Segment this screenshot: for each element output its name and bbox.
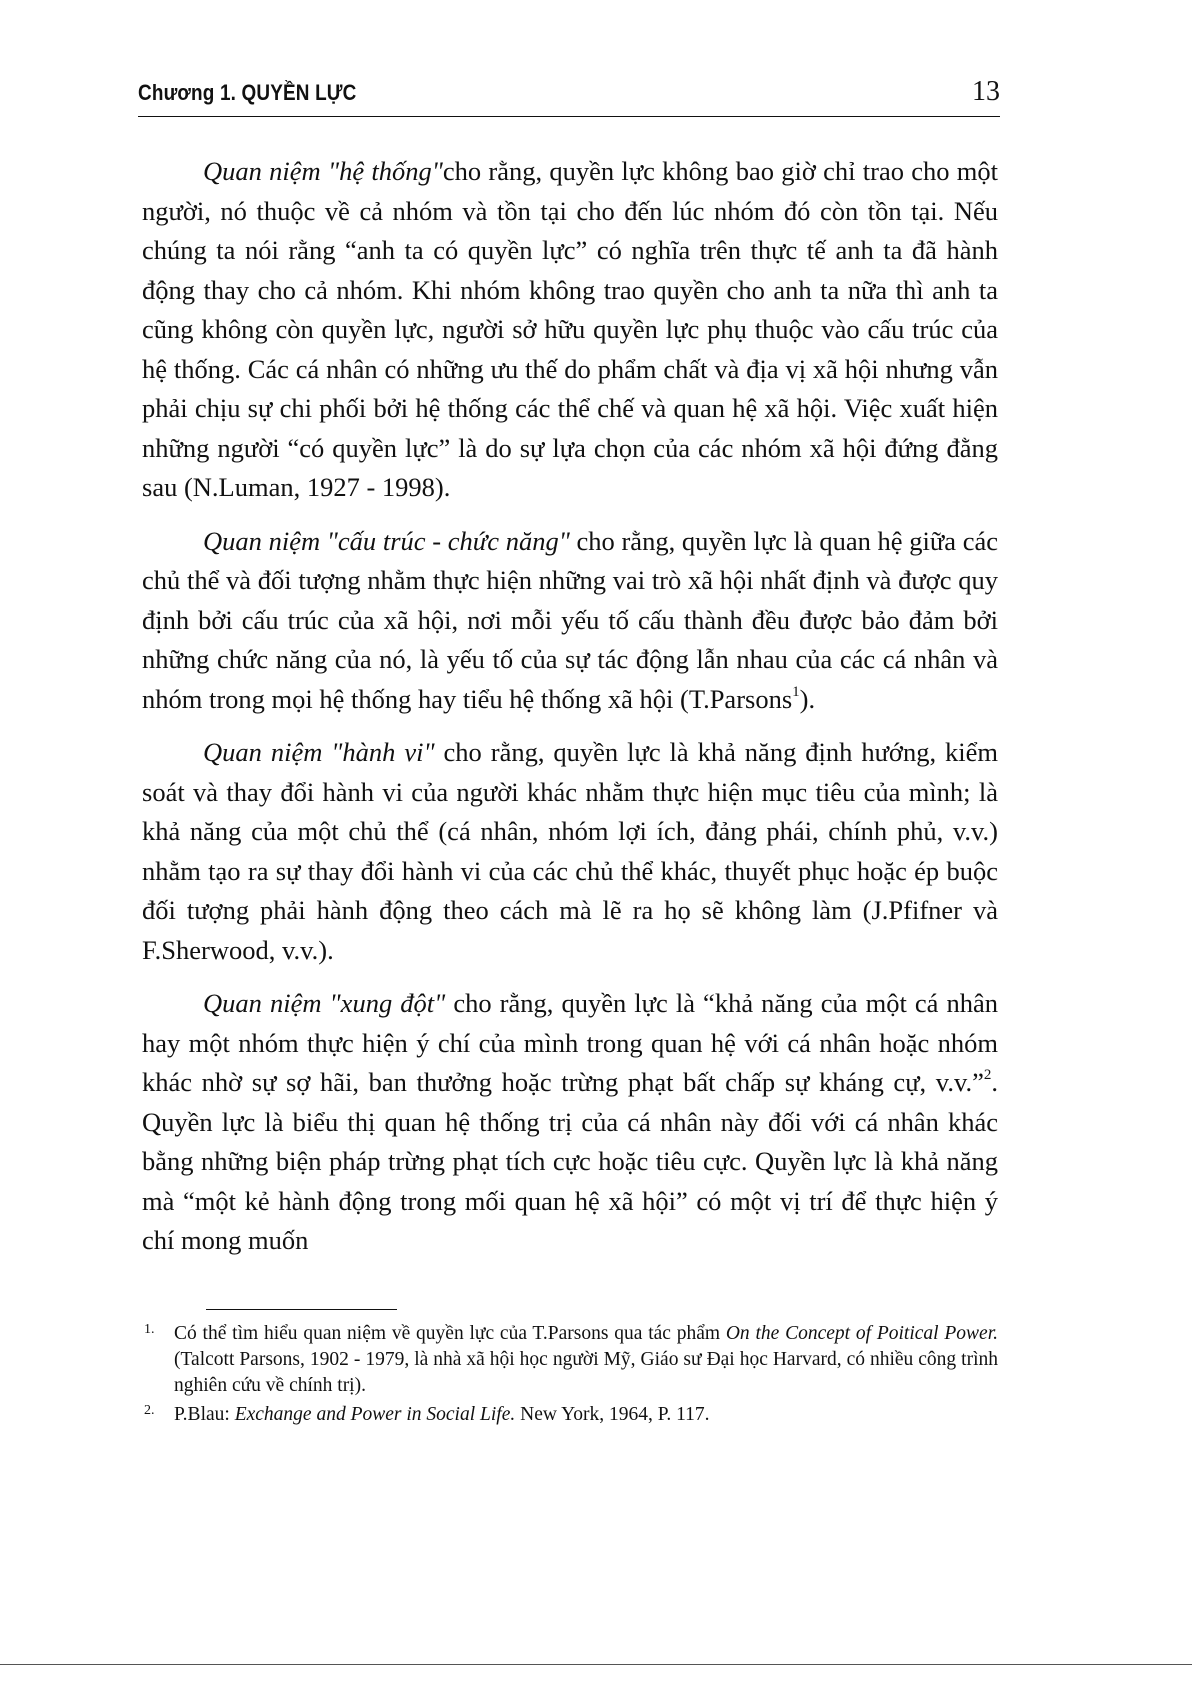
footnote-reference: 2 [983, 1067, 992, 1084]
footnotes [142, 1321, 998, 1431]
concept-label: Quan niệm "hệ thống" [203, 156, 443, 186]
body-text [142, 152, 998, 1261]
footnote-work-title: Exchange and Power in Social Life. [234, 1404, 516, 1425]
footnote-1 [142, 1321, 998, 1399]
paragraph-behavior-view [142, 733, 998, 970]
concept-label: Quan niệm "xung đột" [203, 988, 446, 1018]
paragraph-text: cho rằng, quyền lực là “khả năng của một cá nhân hay một nhóm thực hiện ý chí của mình trong quan hệ với cá nhân hoặc nhóm khác nhờ sự sợ hãi, ban thưởng hoặc trừng phạt bất chấp sự kháng cự, v.v.” [142, 988, 999, 1097]
footnote-marker: 2. [144, 1403, 155, 1418]
footnote-text: Có thể tìm hiểu quan niệm về quyền lực của T.Parsons qua tác phẩm [174, 1323, 726, 1344]
footnote-work-title: On the Concept of Poitical Power. [725, 1323, 998, 1344]
page-number: 13 [972, 76, 1000, 107]
scan-edge-line [0, 1664, 1192, 1665]
paragraph-conflict-view [142, 984, 998, 1261]
paragraph-text: cho rằng, quyền lực không bao giờ chỉ trao cho một người, nó thuộc về cả nhóm và tồn tại cho đến lúc nhóm đó còn tồn tại. Nếu chúng ta nói rằng “anh ta có quyền lực” có nghĩa trên thực tế anh ta đã hành động thay cho cả nhóm. Khi nhóm không trao quyền cho anh ta nữa thì anh ta cũng không còn quyền lực, người sở hữu quyền lực phụ thuộc vào cấu trúc của hệ thống. Các cá nhân có những ưu thế do phẩm chất và địa vị xã hội nhưng vẫn phải chịu sự chi phối bởi hệ thống các thể chế và quan hệ xã hội. Việc xuất hiện những người “có quyền lực” là do sự lựa chọn của các nhóm xã hội đứng đằng sau (N.Luman, 1927 - 1998). [142, 156, 999, 502]
footnote-separator [206, 1309, 397, 1310]
paragraph-text: cho rằng, quyền lực là khả năng định hướng, kiểm soát và thay đổi hành vi của người khác nhằm thực hiện mục tiêu của mình; là khả năng của một chủ thể (cá nhân, nhóm lợi ích, đảng phái, chính phủ, v.v.) nhằm tạo ra sự thay đổi hành vi của các chủ thể khác, thuyết phục hoặc ép buộc đối tượng phải hành động theo cách mà lẽ ra họ sẽ không làm (J.Pfifner và F.Sherwood, v.v.). [142, 737, 998, 965]
paragraph-system-view [142, 152, 998, 508]
paragraph-text-end: ). [799, 683, 816, 714]
concept-label: Quan niệm "hành vi" [203, 737, 435, 767]
footnote-text-end: New York, 1964, P. 117. [515, 1404, 710, 1425]
footnote-2 [142, 1402, 998, 1428]
paragraph-text: cho rằng, quyền lực là quan hệ giữa các chủ thể và đối tượng nhằm thực hiện những vai trò xã hội nhất định và được quy định bởi cấu trúc của xã hội, nơi mỗi yếu tố cấu thành đều được bảo đảm bởi những chức năng của nó, là yếu tố của sự tác động lẫn nhau của các cá nhân và nhóm trong mọi hệ thống hay tiểu hệ thống xã hội (T.Parsons [142, 525, 998, 714]
paragraph-text-end: . Quyền lực là biểu thị quan hệ thống trị của cá nhân này đối với cá nhân khác bằng những biện pháp trừng phạt tích cực hoặc tiêu cực. Quyền lực là khả năng mà “một kẻ hành động trong mối quan hệ xã hội” có một vị trí để thực hiện ý chí mong muốn [142, 1067, 998, 1255]
footnote-text: P.Blau: [174, 1404, 235, 1425]
concept-label: Quan niệm "cấu trúc - chức năng" [203, 525, 570, 556]
chapter-title: Chương 1. QUYỀN LỰC [138, 80, 357, 105]
running-header [138, 76, 1000, 117]
paragraph-structure-function-view [142, 522, 998, 720]
footnote-text-end: (Talcott Parsons, 1902 - 1979, là nhà xã hội học người Mỹ, Giáo sư Đại học Harvard, có nhiều công trình nghiên cứu về chính trị). [174, 1349, 998, 1396]
footnote-reference: 1 [792, 683, 800, 700]
footnote-marker: 1. [144, 1322, 155, 1337]
